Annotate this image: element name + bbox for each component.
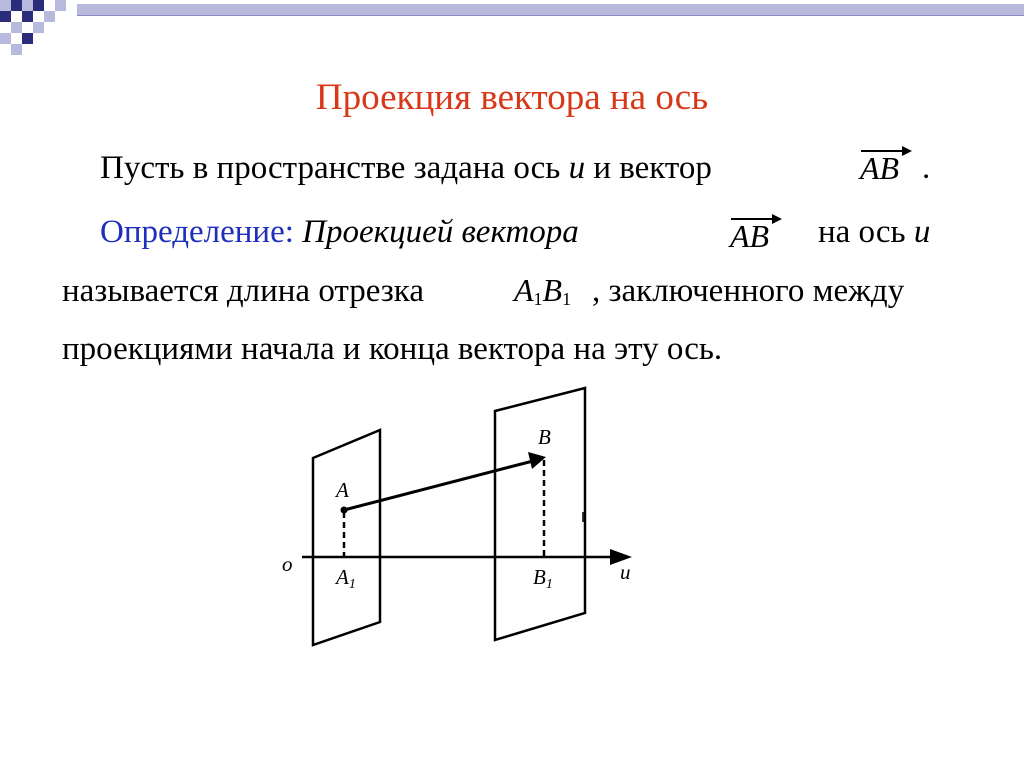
definition-line-2-pre: называется длина отрезка [62, 273, 424, 309]
axis-symbol: u [913, 214, 931, 250]
segment-a: A [514, 272, 534, 308]
segment-b-sub: 1 [562, 289, 572, 309]
vector-ab-label: AB [730, 218, 770, 254]
definition-on-axis [818, 216, 930, 249]
intro-line [100, 152, 712, 185]
definition-italic: Проекцией вектора [302, 214, 579, 250]
on-axis-text: на ось [818, 214, 906, 250]
plane-left [313, 430, 380, 645]
origin-label: o [282, 552, 293, 576]
definition-line-2-post: , заключенного между [592, 273, 905, 309]
segment-a-sub: 1 [533, 289, 543, 309]
point-a-label: A [336, 478, 349, 502]
proj-a-label: A1 [336, 565, 356, 592]
axis-label: u [620, 560, 631, 584]
intro-end: . [922, 150, 931, 186]
definition-line-1 [100, 216, 579, 249]
vector-arrow-icon [730, 212, 782, 226]
point-b-label: B [538, 425, 551, 449]
vector-ab-2 [730, 218, 769, 255]
intro-conj: и вектор [593, 150, 712, 186]
segment-a1b1 [514, 272, 571, 310]
header-decoration [0, 0, 1024, 60]
vector-ab-1 [860, 150, 899, 187]
intro-text: Пусть в пространстве задана ось [100, 150, 561, 186]
proj-b-label: B1 [533, 565, 553, 592]
slide-title: Проекция вектора на ось [315, 77, 709, 118]
definition-label: Определение: [100, 214, 294, 250]
segment-b: B [542, 272, 563, 308]
projection-diagram [270, 380, 650, 660]
axis-symbol: u [568, 150, 586, 186]
vector-ab-label: AB [860, 150, 900, 186]
vector-arrow-icon [860, 144, 912, 158]
definition-line-3: проекциями начала и конца вектора на эту ось. [62, 331, 723, 367]
vector-ab-line [344, 461, 533, 510]
